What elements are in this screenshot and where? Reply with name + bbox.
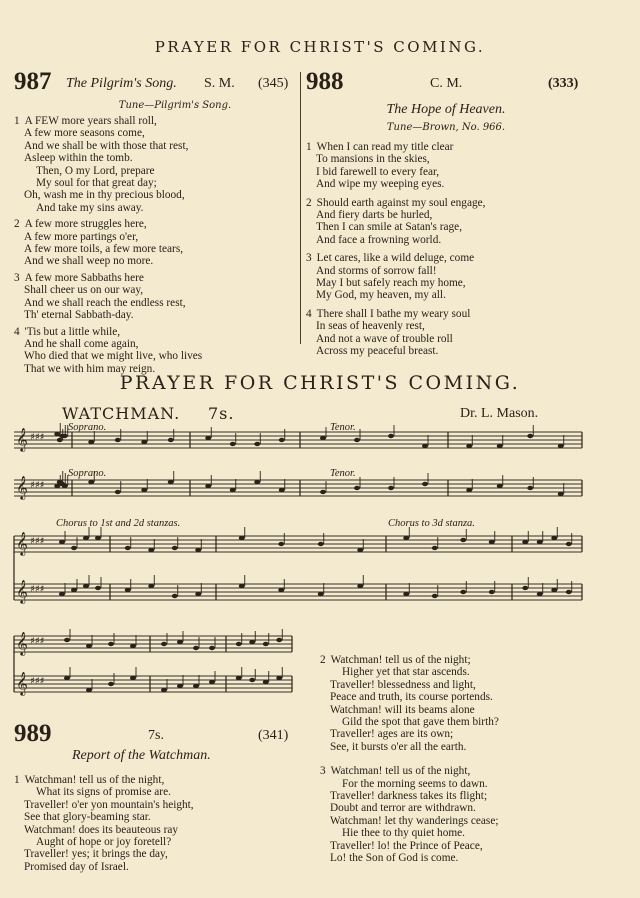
note bbox=[83, 536, 89, 540]
note bbox=[172, 546, 178, 550]
line-text: And wipe my weeping eyes. bbox=[316, 178, 445, 191]
stanza-line bbox=[306, 333, 586, 345]
line-text: Traveller! o'er yon mountain's height, bbox=[24, 798, 194, 811]
stanza-number: 2 bbox=[306, 196, 312, 209]
stanza bbox=[14, 115, 296, 214]
stanza-line bbox=[306, 153, 586, 165]
note bbox=[130, 644, 136, 648]
stanza-line bbox=[14, 177, 296, 189]
note bbox=[168, 438, 174, 442]
note bbox=[71, 546, 77, 550]
stanza bbox=[306, 252, 586, 302]
line-text: See that glory-beaming star. bbox=[24, 811, 151, 824]
line-text: Should earth against my soul engage, bbox=[316, 196, 486, 209]
note bbox=[432, 546, 438, 550]
line-text: A few more Sabbaths here bbox=[24, 271, 144, 284]
key-signature: ♯♯♯ bbox=[30, 432, 45, 443]
note bbox=[489, 540, 495, 544]
tenor-label: Tenor. bbox=[330, 422, 356, 433]
key-signature: ♯♯♯ bbox=[30, 480, 45, 491]
stanza-line bbox=[14, 297, 296, 309]
chorus-label: Chorus to 3d stanza. bbox=[388, 518, 475, 529]
note bbox=[551, 536, 557, 540]
hymn-number: 989 bbox=[14, 720, 52, 747]
line-text: Then I can smile at Satan's rage, bbox=[316, 221, 463, 234]
stanza-number: 1 bbox=[306, 141, 312, 153]
note bbox=[388, 434, 394, 438]
note bbox=[254, 442, 260, 446]
note bbox=[59, 592, 65, 596]
stanza-line bbox=[320, 765, 620, 777]
stanza-line bbox=[14, 272, 296, 284]
line-text: And not a wave of trouble roll bbox=[316, 332, 453, 345]
stanza-line bbox=[14, 127, 296, 139]
stanza-line bbox=[320, 654, 620, 666]
line-text: Watchman! let thy wanderings cease; bbox=[330, 814, 499, 827]
stanza-number: 2 bbox=[320, 654, 326, 666]
stanza bbox=[14, 774, 298, 873]
hymn-988 bbox=[306, 70, 586, 364]
line-text: And we shall be with those that rest, bbox=[24, 139, 189, 152]
line-text: Watchman! tell us of the night; bbox=[330, 654, 471, 666]
note bbox=[86, 644, 92, 648]
note bbox=[249, 678, 255, 682]
stanza-line bbox=[320, 840, 620, 852]
note bbox=[205, 484, 211, 488]
note bbox=[86, 688, 92, 692]
note bbox=[522, 540, 528, 544]
key-signature: ♯♯♯ bbox=[30, 676, 45, 687]
line-text: And we shall weep no more. bbox=[24, 255, 154, 268]
note bbox=[71, 588, 77, 592]
note bbox=[148, 548, 154, 552]
key-signature: ♯♯♯ bbox=[30, 536, 45, 547]
tune-line: Tune—Brown, No. 966. bbox=[386, 122, 506, 133]
hymn-ref: (333) bbox=[548, 76, 579, 91]
line-text: A few more toils, a few more tears, bbox=[24, 243, 184, 256]
hymn-number: 987 bbox=[14, 68, 52, 95]
stanza-number: 4 bbox=[306, 307, 312, 320]
stanza-line bbox=[14, 189, 296, 201]
stanza-number: 3 bbox=[320, 765, 326, 778]
line-text: A few more struggles here, bbox=[24, 218, 147, 231]
line-text: A few more partings o'er, bbox=[24, 230, 139, 243]
note bbox=[276, 676, 282, 680]
line-text: When I can read my title clear bbox=[316, 141, 454, 153]
line-text: And he shall come again, bbox=[24, 337, 139, 350]
stanza-line bbox=[306, 209, 586, 221]
line-text: Traveller! darkness takes its flight; bbox=[330, 790, 488, 803]
note bbox=[236, 676, 242, 680]
note bbox=[168, 480, 174, 484]
note bbox=[193, 684, 199, 688]
stanza-line bbox=[320, 778, 620, 790]
note bbox=[195, 548, 201, 552]
line-text: Traveller! blessedness and light, bbox=[330, 678, 476, 691]
note bbox=[466, 488, 472, 492]
note bbox=[522, 586, 528, 590]
note bbox=[318, 592, 324, 596]
clef: 𝄞 bbox=[16, 631, 28, 655]
stanza bbox=[320, 654, 620, 753]
line-text: Hie thee to thy quiet home. bbox=[342, 827, 465, 840]
column-divider bbox=[300, 72, 301, 344]
stanza-line bbox=[320, 827, 620, 839]
clef: 𝄞 bbox=[16, 427, 28, 451]
note bbox=[249, 640, 255, 644]
note bbox=[422, 482, 428, 486]
stanza bbox=[14, 218, 296, 268]
note bbox=[263, 642, 269, 646]
stanza-line bbox=[14, 824, 298, 836]
note bbox=[130, 676, 136, 680]
running-head: PRAYER FOR CHRIST'S COMING. bbox=[154, 38, 486, 56]
stanza-line bbox=[14, 255, 296, 267]
note bbox=[148, 584, 154, 588]
note bbox=[537, 592, 543, 596]
note bbox=[205, 436, 211, 440]
note bbox=[177, 684, 183, 688]
stanza-line bbox=[320, 679, 620, 691]
hymn-meter: S. M. bbox=[204, 76, 235, 91]
stanza-line bbox=[320, 852, 620, 864]
line-text: And fiery darts be hurled, bbox=[316, 209, 433, 222]
note bbox=[95, 586, 101, 590]
line-text: Promised day of Israel. bbox=[24, 860, 129, 873]
stanza bbox=[14, 326, 296, 376]
note bbox=[195, 592, 201, 596]
hymn-987 bbox=[14, 70, 296, 379]
stanza-line bbox=[14, 218, 296, 230]
note bbox=[141, 488, 147, 492]
line-text: To mansions in the skies, bbox=[316, 153, 430, 166]
stanza-number: 1 bbox=[14, 115, 20, 127]
stanza-line bbox=[306, 265, 586, 277]
line-text: Oh, wash me in thy precious blood, bbox=[24, 189, 185, 202]
hymn-title: The Pilgrim's Song. bbox=[66, 76, 177, 91]
note bbox=[254, 480, 260, 484]
stanza-line bbox=[306, 234, 586, 246]
line-text: Watchman! tell us of the night, bbox=[24, 774, 165, 786]
stanza-line bbox=[320, 666, 620, 678]
stanza-line bbox=[320, 802, 620, 814]
line-text: Lo! the Son of God is come. bbox=[330, 852, 459, 865]
note bbox=[108, 682, 114, 686]
stanza-line bbox=[14, 799, 298, 811]
line-text: And face a frowning world. bbox=[316, 233, 442, 246]
note bbox=[230, 488, 236, 492]
stanza-line bbox=[320, 691, 620, 703]
stanza-number: 4 bbox=[14, 325, 20, 338]
stanza-line bbox=[320, 790, 620, 802]
stanza-line bbox=[306, 320, 586, 332]
line-text: In seas of heavenly rest, bbox=[316, 320, 425, 333]
note bbox=[466, 444, 472, 448]
line-text: Watchman! will its beams alone bbox=[330, 703, 475, 716]
stanza-line bbox=[14, 243, 296, 255]
stanza-line bbox=[14, 326, 296, 338]
line-text: My God, my heaven, my all. bbox=[316, 289, 446, 302]
stanza-line bbox=[14, 836, 298, 848]
stanza-line bbox=[306, 308, 586, 320]
note bbox=[125, 546, 131, 550]
note bbox=[558, 492, 564, 496]
line-text: A FEW more years shall roll, bbox=[24, 115, 157, 127]
line-text: Across my peaceful breast. bbox=[316, 345, 439, 358]
stanza-line bbox=[14, 115, 296, 127]
stanza-line bbox=[306, 141, 586, 153]
note bbox=[558, 444, 564, 448]
line-text: And storms of sorrow fall! bbox=[316, 264, 437, 277]
clef: 𝄞 bbox=[16, 475, 28, 499]
note bbox=[62, 484, 68, 488]
note bbox=[279, 488, 285, 492]
clef: 𝄞 bbox=[16, 579, 28, 603]
note bbox=[88, 440, 94, 444]
stanza bbox=[306, 141, 586, 191]
stanza-line bbox=[306, 178, 586, 190]
line-text: Traveller! lo! the Prince of Peace, bbox=[330, 839, 483, 852]
line-text: That we with him may reign. bbox=[24, 362, 156, 375]
note bbox=[236, 642, 242, 646]
note bbox=[95, 536, 101, 540]
stanza-line bbox=[306, 277, 586, 289]
section-title: PRAYER FOR CHRIST'S COMING. bbox=[119, 372, 521, 394]
note bbox=[193, 646, 199, 650]
stanza-line bbox=[306, 289, 586, 301]
stanza-line bbox=[14, 140, 296, 152]
line-text: Doubt and terror are withdrawn. bbox=[330, 802, 476, 815]
note bbox=[141, 440, 147, 444]
line-text: Gild the spot that gave them birth? bbox=[342, 716, 499, 729]
stanza-line bbox=[14, 848, 298, 860]
hymn-number: 988 bbox=[306, 68, 344, 95]
hymn-meter: 7s. bbox=[148, 728, 164, 743]
line-text: My soul for that great day; bbox=[36, 177, 157, 190]
stanza-line bbox=[14, 774, 298, 786]
stanza-line bbox=[14, 231, 296, 243]
stanza-line bbox=[14, 152, 296, 164]
stanza-line bbox=[306, 197, 586, 209]
note bbox=[388, 486, 394, 490]
note bbox=[432, 594, 438, 598]
key-signature: ♯♯♯ bbox=[30, 584, 45, 595]
note bbox=[239, 584, 245, 588]
stanza-number: 3 bbox=[14, 271, 20, 284]
line-text: What its signs of promise are. bbox=[36, 786, 171, 799]
line-text: Let cares, like a wild deluge, come bbox=[316, 252, 475, 265]
stanza-number: 3 bbox=[306, 252, 312, 265]
note bbox=[172, 594, 178, 598]
line-text: See, it bursts o'er all the earth. bbox=[330, 740, 467, 753]
note bbox=[357, 548, 363, 552]
note bbox=[278, 588, 284, 592]
note bbox=[177, 640, 183, 644]
hymn-meter: C. M. bbox=[430, 76, 463, 91]
note bbox=[88, 480, 94, 484]
clef: 𝄞 bbox=[16, 531, 28, 555]
note bbox=[354, 438, 360, 442]
line-text: Peace and truth, its course portends. bbox=[330, 691, 493, 704]
stanza bbox=[306, 308, 586, 358]
stanza bbox=[320, 765, 620, 864]
note bbox=[230, 442, 236, 446]
note bbox=[422, 444, 428, 448]
stanza-line bbox=[14, 786, 298, 798]
note bbox=[209, 680, 215, 684]
stanza-line bbox=[320, 704, 620, 716]
note bbox=[83, 584, 89, 588]
line-text: Traveller! yes; it brings the day, bbox=[24, 848, 168, 861]
note bbox=[115, 490, 121, 494]
note bbox=[320, 490, 326, 494]
tune-meter: 7s. bbox=[208, 404, 235, 423]
line-text: Th' eternal Sabbath-day. bbox=[24, 309, 134, 322]
stanza-line bbox=[14, 309, 296, 321]
note bbox=[318, 542, 324, 546]
note bbox=[278, 542, 284, 546]
stanza-number: 2 bbox=[14, 218, 20, 231]
stanzas-989-right bbox=[320, 654, 620, 877]
stanza-line bbox=[320, 741, 620, 753]
note bbox=[566, 590, 572, 594]
note bbox=[357, 584, 363, 588]
note bbox=[64, 676, 70, 680]
hymn-title: Report of the Watchman. bbox=[72, 748, 211, 763]
note bbox=[239, 536, 245, 540]
hymn-ref: (345) bbox=[258, 76, 289, 91]
note bbox=[57, 438, 63, 442]
composer: Dr. L. Mason. bbox=[460, 406, 539, 421]
stanza-line bbox=[306, 345, 586, 357]
note bbox=[59, 540, 65, 544]
note bbox=[527, 486, 533, 490]
line-text: Watchman! tell us of the night, bbox=[330, 765, 471, 778]
note bbox=[263, 680, 269, 684]
note bbox=[209, 646, 215, 650]
note bbox=[460, 590, 466, 594]
tune-name: WATCHMAN. bbox=[62, 404, 181, 423]
stanza-line bbox=[14, 861, 298, 873]
line-text: A few more seasons come, bbox=[24, 127, 145, 140]
note bbox=[320, 436, 326, 440]
line-text: Who died that we might live, who lives bbox=[24, 350, 203, 363]
stanza-line bbox=[306, 252, 586, 264]
note bbox=[161, 642, 167, 646]
stanza-line bbox=[320, 728, 620, 740]
stanzas-987 bbox=[14, 115, 296, 375]
stanza-number: 1 bbox=[14, 774, 20, 786]
line-text: Traveller! ages are its own; bbox=[330, 728, 454, 741]
note bbox=[460, 538, 466, 542]
note bbox=[62, 434, 68, 438]
line-text: And take my sins away. bbox=[36, 201, 144, 214]
key-signature: ♯♯♯ bbox=[30, 636, 45, 647]
line-text: Higher yet that star ascends. bbox=[342, 666, 470, 679]
note bbox=[551, 588, 557, 592]
line-text: For the morning seems to dawn. bbox=[342, 777, 488, 790]
line-text: Asleep within the tomb. bbox=[24, 152, 133, 165]
soprano-label: Soprano. bbox=[68, 422, 107, 433]
note bbox=[279, 438, 285, 442]
note bbox=[403, 536, 409, 540]
note bbox=[64, 638, 70, 642]
hymn-ref: (341) bbox=[258, 728, 289, 743]
stanza-line bbox=[320, 716, 620, 728]
line-text: There shall I bathe my weary soul bbox=[316, 307, 471, 320]
note bbox=[527, 434, 533, 438]
note bbox=[566, 542, 572, 546]
stanza bbox=[14, 272, 296, 322]
stanza-line bbox=[14, 338, 296, 350]
note bbox=[489, 590, 495, 594]
line-text: And we shall reach the endless rest, bbox=[24, 296, 186, 309]
stanzas-988 bbox=[306, 141, 586, 358]
note bbox=[276, 638, 282, 642]
line-text: Shall cheer us on our way, bbox=[24, 284, 144, 297]
note bbox=[537, 540, 543, 544]
line-text: May I but safely reach my home, bbox=[316, 277, 466, 290]
line-text: I bid farewell to every fear, bbox=[316, 165, 440, 178]
hymn-989 bbox=[14, 722, 298, 877]
note bbox=[108, 642, 114, 646]
stanza-line bbox=[14, 202, 296, 214]
stanzas-989-left bbox=[14, 774, 298, 873]
line-text: Aught of hope or joy foretell? bbox=[36, 836, 172, 849]
stanza-line bbox=[14, 350, 296, 362]
chorus-label: Chorus to 1st and 2d stanzas. bbox=[56, 518, 181, 529]
stanza-line bbox=[320, 815, 620, 827]
stanza-line bbox=[14, 811, 298, 823]
clef: 𝄞 bbox=[16, 671, 28, 695]
stanza-line bbox=[306, 166, 586, 178]
note bbox=[125, 588, 131, 592]
note bbox=[115, 438, 121, 442]
line-text: Then, O my Lord, prepare bbox=[36, 164, 155, 177]
note bbox=[161, 688, 167, 692]
line-text: 'Tis but a little while, bbox=[24, 325, 121, 338]
note bbox=[497, 484, 503, 488]
stanza bbox=[306, 197, 586, 247]
stanza-line bbox=[14, 165, 296, 177]
note bbox=[497, 444, 503, 448]
line-text: Watchman! does its beauteous ray bbox=[24, 823, 179, 836]
tune-line: Tune—Pilgrim's Song. bbox=[118, 100, 232, 111]
note bbox=[354, 486, 360, 490]
tenor-label: Tenor. bbox=[330, 468, 356, 479]
stanza-line bbox=[306, 221, 586, 233]
stanza-line bbox=[14, 284, 296, 296]
soprano-label: Soprano. bbox=[68, 468, 107, 479]
hymn-title: The Hope of Heaven. bbox=[386, 102, 506, 117]
note bbox=[403, 592, 409, 596]
